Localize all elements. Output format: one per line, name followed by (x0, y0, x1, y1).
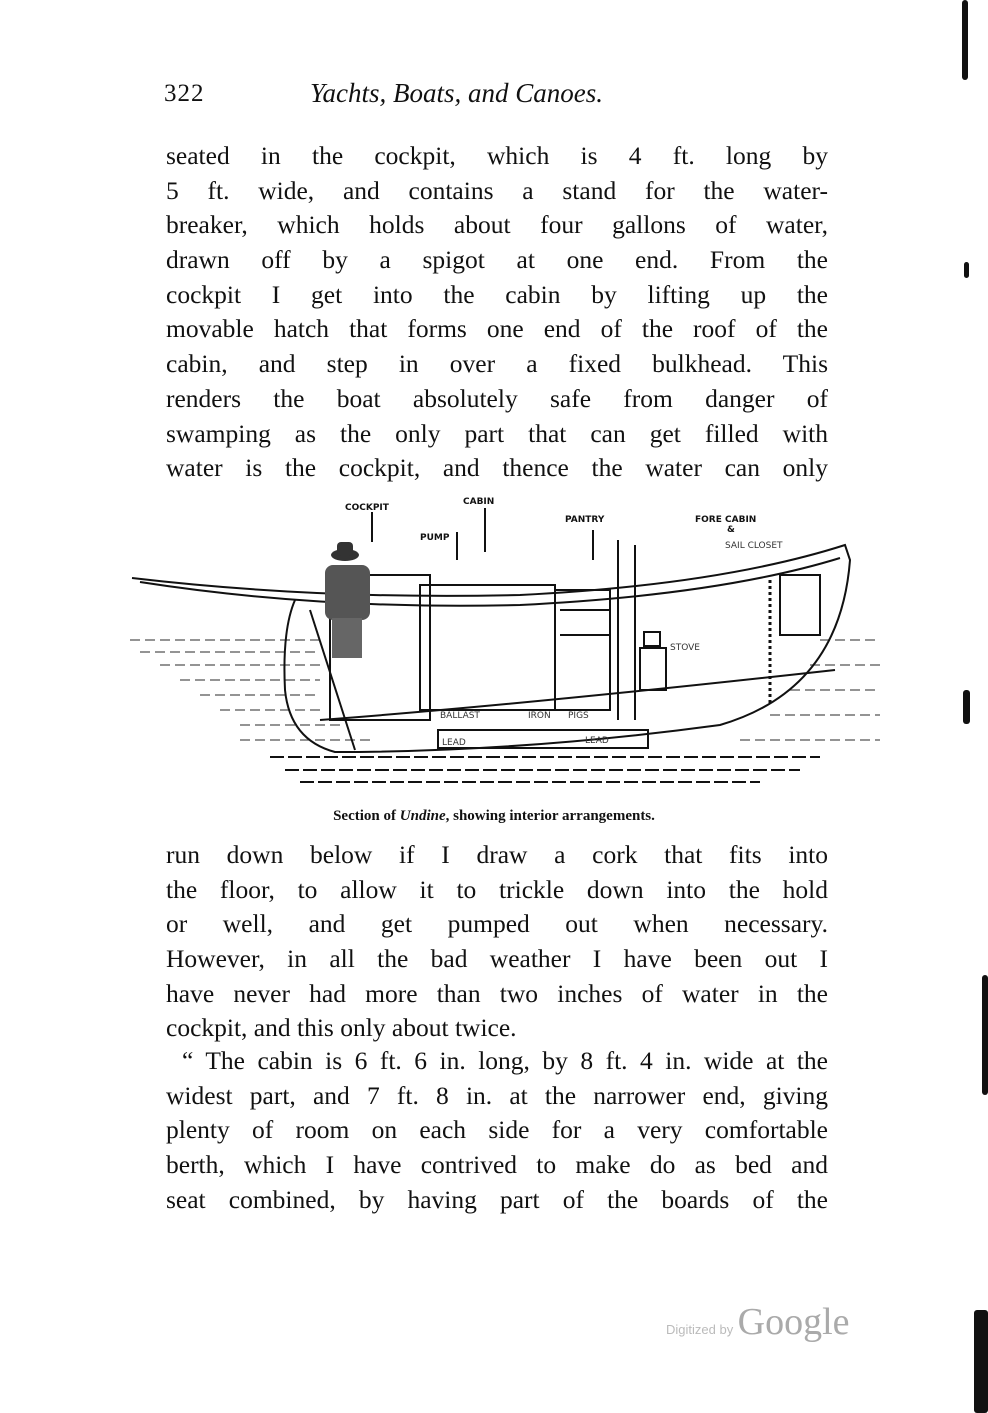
man-figure (325, 542, 370, 658)
boat-section-illustration (120, 490, 880, 800)
text-line: run down below if I draw a cork that fits into (166, 840, 828, 869)
watermark-prefix: Digitized by (666, 1322, 734, 1337)
text-line: have never had more than two inches of water in the (166, 978, 828, 1008)
label-sail-closet: SAIL CLOSET (725, 541, 783, 551)
google-watermark (666, 1300, 850, 1344)
text-line: renders the boat absolutely safe from danger of (166, 383, 828, 413)
text-line: breaker, which holds about four gallons of water, (166, 210, 828, 240)
running-title: Yachts, Boats, and Canoes. (310, 78, 604, 108)
label-cockpit: COCKPIT (345, 503, 389, 513)
water-lines (130, 640, 880, 740)
page-number: 322 (164, 80, 205, 107)
label-pantry: PANTRY (565, 515, 605, 525)
text-line: swamping as the only part that can get filled with (166, 418, 828, 448)
label-pump: PUMP (420, 533, 450, 543)
caption-suffix: , showing interior arrangements. (445, 808, 655, 824)
text-line: seated in the cockpit, which is 4 ft. long by (166, 141, 828, 170)
text-line: cockpit I get into the cabin by lifting up the (166, 279, 828, 309)
label-stove: STOVE (670, 643, 700, 653)
text-line: widest part, and 7 ft. 8 in. at the narrower end, giving (166, 1080, 828, 1110)
scan-artifact (964, 262, 969, 278)
text-line: 5 ft. wide, and contains a stand for the water- (166, 175, 828, 205)
text-line: cockpit, and this only about twice. (166, 1013, 517, 1043)
label-pigs: PIGS (568, 711, 589, 721)
label-fore-cabin: FORE CABIN (695, 515, 757, 525)
text-line: plenty of room on each side for a very comfortable (166, 1115, 828, 1145)
text-line: the floor, to allow it to trickle down into the hold (166, 874, 828, 904)
paragraph-2 (166, 838, 828, 1046)
hull (132, 540, 850, 752)
caption-boat-name: Undine (399, 808, 446, 824)
label-ballast: BALLAST (440, 711, 480, 721)
label-cabin: CABIN (463, 497, 495, 507)
label-lead-2: LEAD (585, 736, 609, 746)
text-line: “ The cabin is 6 ft. 6 in. long, by 8 ft. 4 in. wide at the (182, 1046, 828, 1075)
text-line: However, in all the bad weather I have been out I (166, 944, 828, 974)
scan-artifact (974, 1310, 988, 1413)
text-line: seat combined, by having part of the boards of the (166, 1184, 828, 1214)
label-iron: IRON (528, 711, 551, 721)
paragraph-1 (166, 139, 828, 486)
figure-caption (0, 808, 988, 825)
label-ampersand: & (727, 525, 735, 535)
label-lead-1: LEAD (442, 738, 466, 748)
text-line: cabin, and step in over a fixed bulkhead. This (166, 349, 828, 379)
caption-prefix: Section of (333, 808, 400, 824)
text-line: movable hatch that forms one end of the roof of the (166, 314, 828, 344)
text-line: or well, and get pumped out when necessary. (166, 909, 828, 939)
paragraph-3 (166, 1044, 828, 1217)
text-line: berth, which I have contrived to make do as bed and (166, 1150, 828, 1180)
watermark-brand: Google (737, 1301, 850, 1343)
text-line: water is the cockpit, and thence the water can only (166, 453, 828, 483)
scan-artifact (982, 975, 988, 1095)
scan-artifact (963, 690, 970, 724)
text-line: drawn off by a spigot at one end. From the (166, 245, 828, 275)
scan-artifact (962, 0, 968, 80)
